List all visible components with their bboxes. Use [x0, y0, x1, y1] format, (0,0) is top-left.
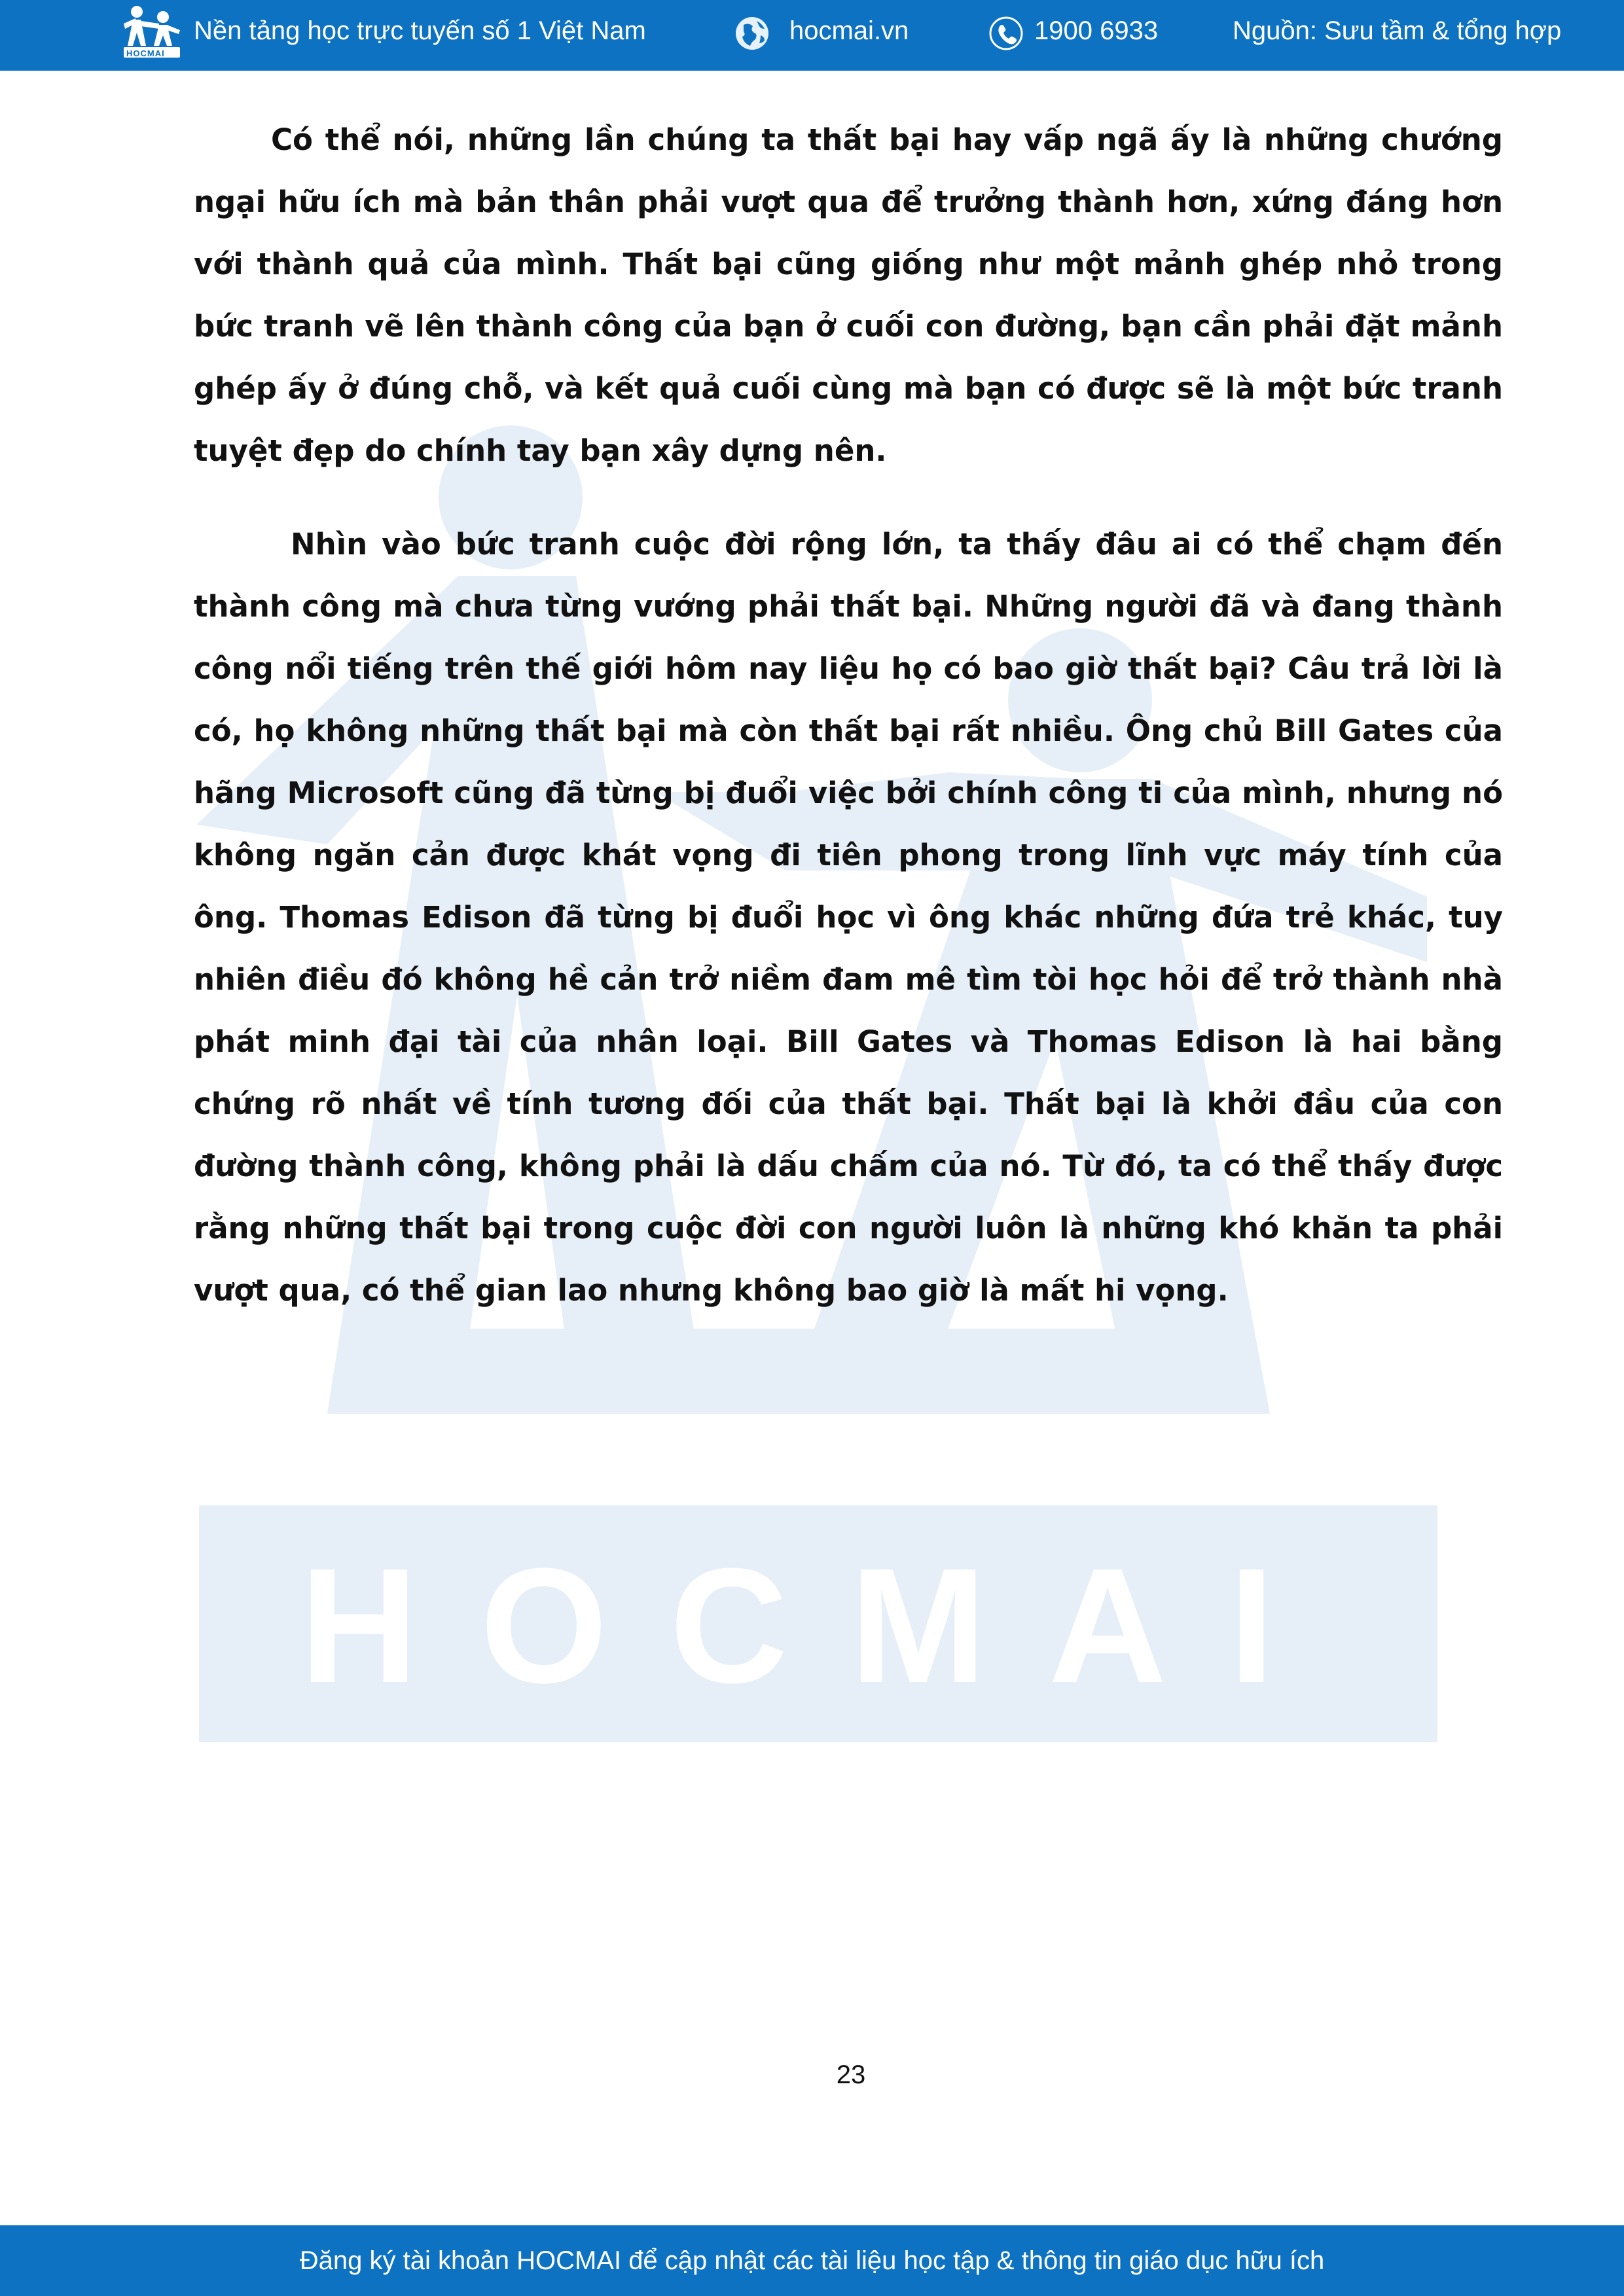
- phone-icon: [988, 16, 1024, 51]
- paragraph-2: Nhìn vào bức tranh cuộc đời rộng lớn, ta thấy đâu ai có thể chạm đến thành công mà chưa từng vướng phải thất bại. Những người đã và đang thành công nổi tiếng trên thế giới hôm nay liệu họ có bao giờ thất bại? Câu trả lời là có, họ không những thất bại mà còn thất bại rất nhiều. Ông chủ Bill Gates của hãng Microsoft cũng đã từng bị đuổi việc bởi chính công ti của mình, nhưng nó không ngăn cản được khát vọng đi tiên phong trong lĩnh vực máy tính của ông. Thomas Edison đã từng bị đuổi học vì ông khác những đứa trẻ khác, tuy nhiên điều đó không hề cản trở niềm đam mê tìm tòi học hỏi để trở thành nhà phát minh đại tài của nhân loại. Bill Gates và Thomas Edison là hai bằng chứng rõ nhất về tính tương đối của thất bại. Thất bại là khởi đầu của con đường thành công, không phải là dấu chấm của nó. Từ đó, ta có thể thấy được rằng những thất bại trong cuộc đời con người luôn là những khó khăn ta phải vượt qua, có thể gian lao nhưng không bao giờ là mất hi vọng.: [194, 527, 1503, 1308]
- globe-icon: [734, 16, 770, 51]
- document-body: [194, 109, 1503, 1321]
- logo-text: HOCMAI: [126, 48, 165, 58]
- hotline-number[interactable]: 1900 6933: [1034, 16, 1159, 45]
- watermark-text: HOCMAI: [300, 1534, 1337, 1717]
- footer-text[interactable]: Đăng ký tài khoản HOCMAI để cập nhật các tài liệu học tập & thông tin giáo dục hữu ích: [299, 2246, 1325, 2275]
- website-link[interactable]: hocmai.vn: [789, 16, 909, 45]
- footer-bar: [0, 2225, 1624, 2296]
- header-tagline: Nền tảng học trực tuyến số 1 Việt Nam: [194, 16, 646, 45]
- page-number: 23: [836, 2060, 866, 2089]
- source-note: Nguồn: Sưu tầm & tổng hợp: [1233, 16, 1562, 45]
- header-bar: [0, 0, 1624, 71]
- paragraph-1: Có thể nói, những lần chúng ta thất bại hay vấp ngã ấy là những chướng ngại hữu ích mà bản thân phải vượt qua để trưởng thành hơn, xứng đáng hơn với thành quả của mình. Thất bại cũng giống như một mảnh ghép nhỏ trong bức tranh vẽ lên thành công của bạn ở cuối con đường, bạn cần phải đặt mảnh ghép ấy ở đúng chỗ, và kết quả cuối cùng mà bạn có được sẽ là một bức tranh tuyệt đẹp do chính tay bạn xây dựng nên.: [194, 122, 1503, 468]
